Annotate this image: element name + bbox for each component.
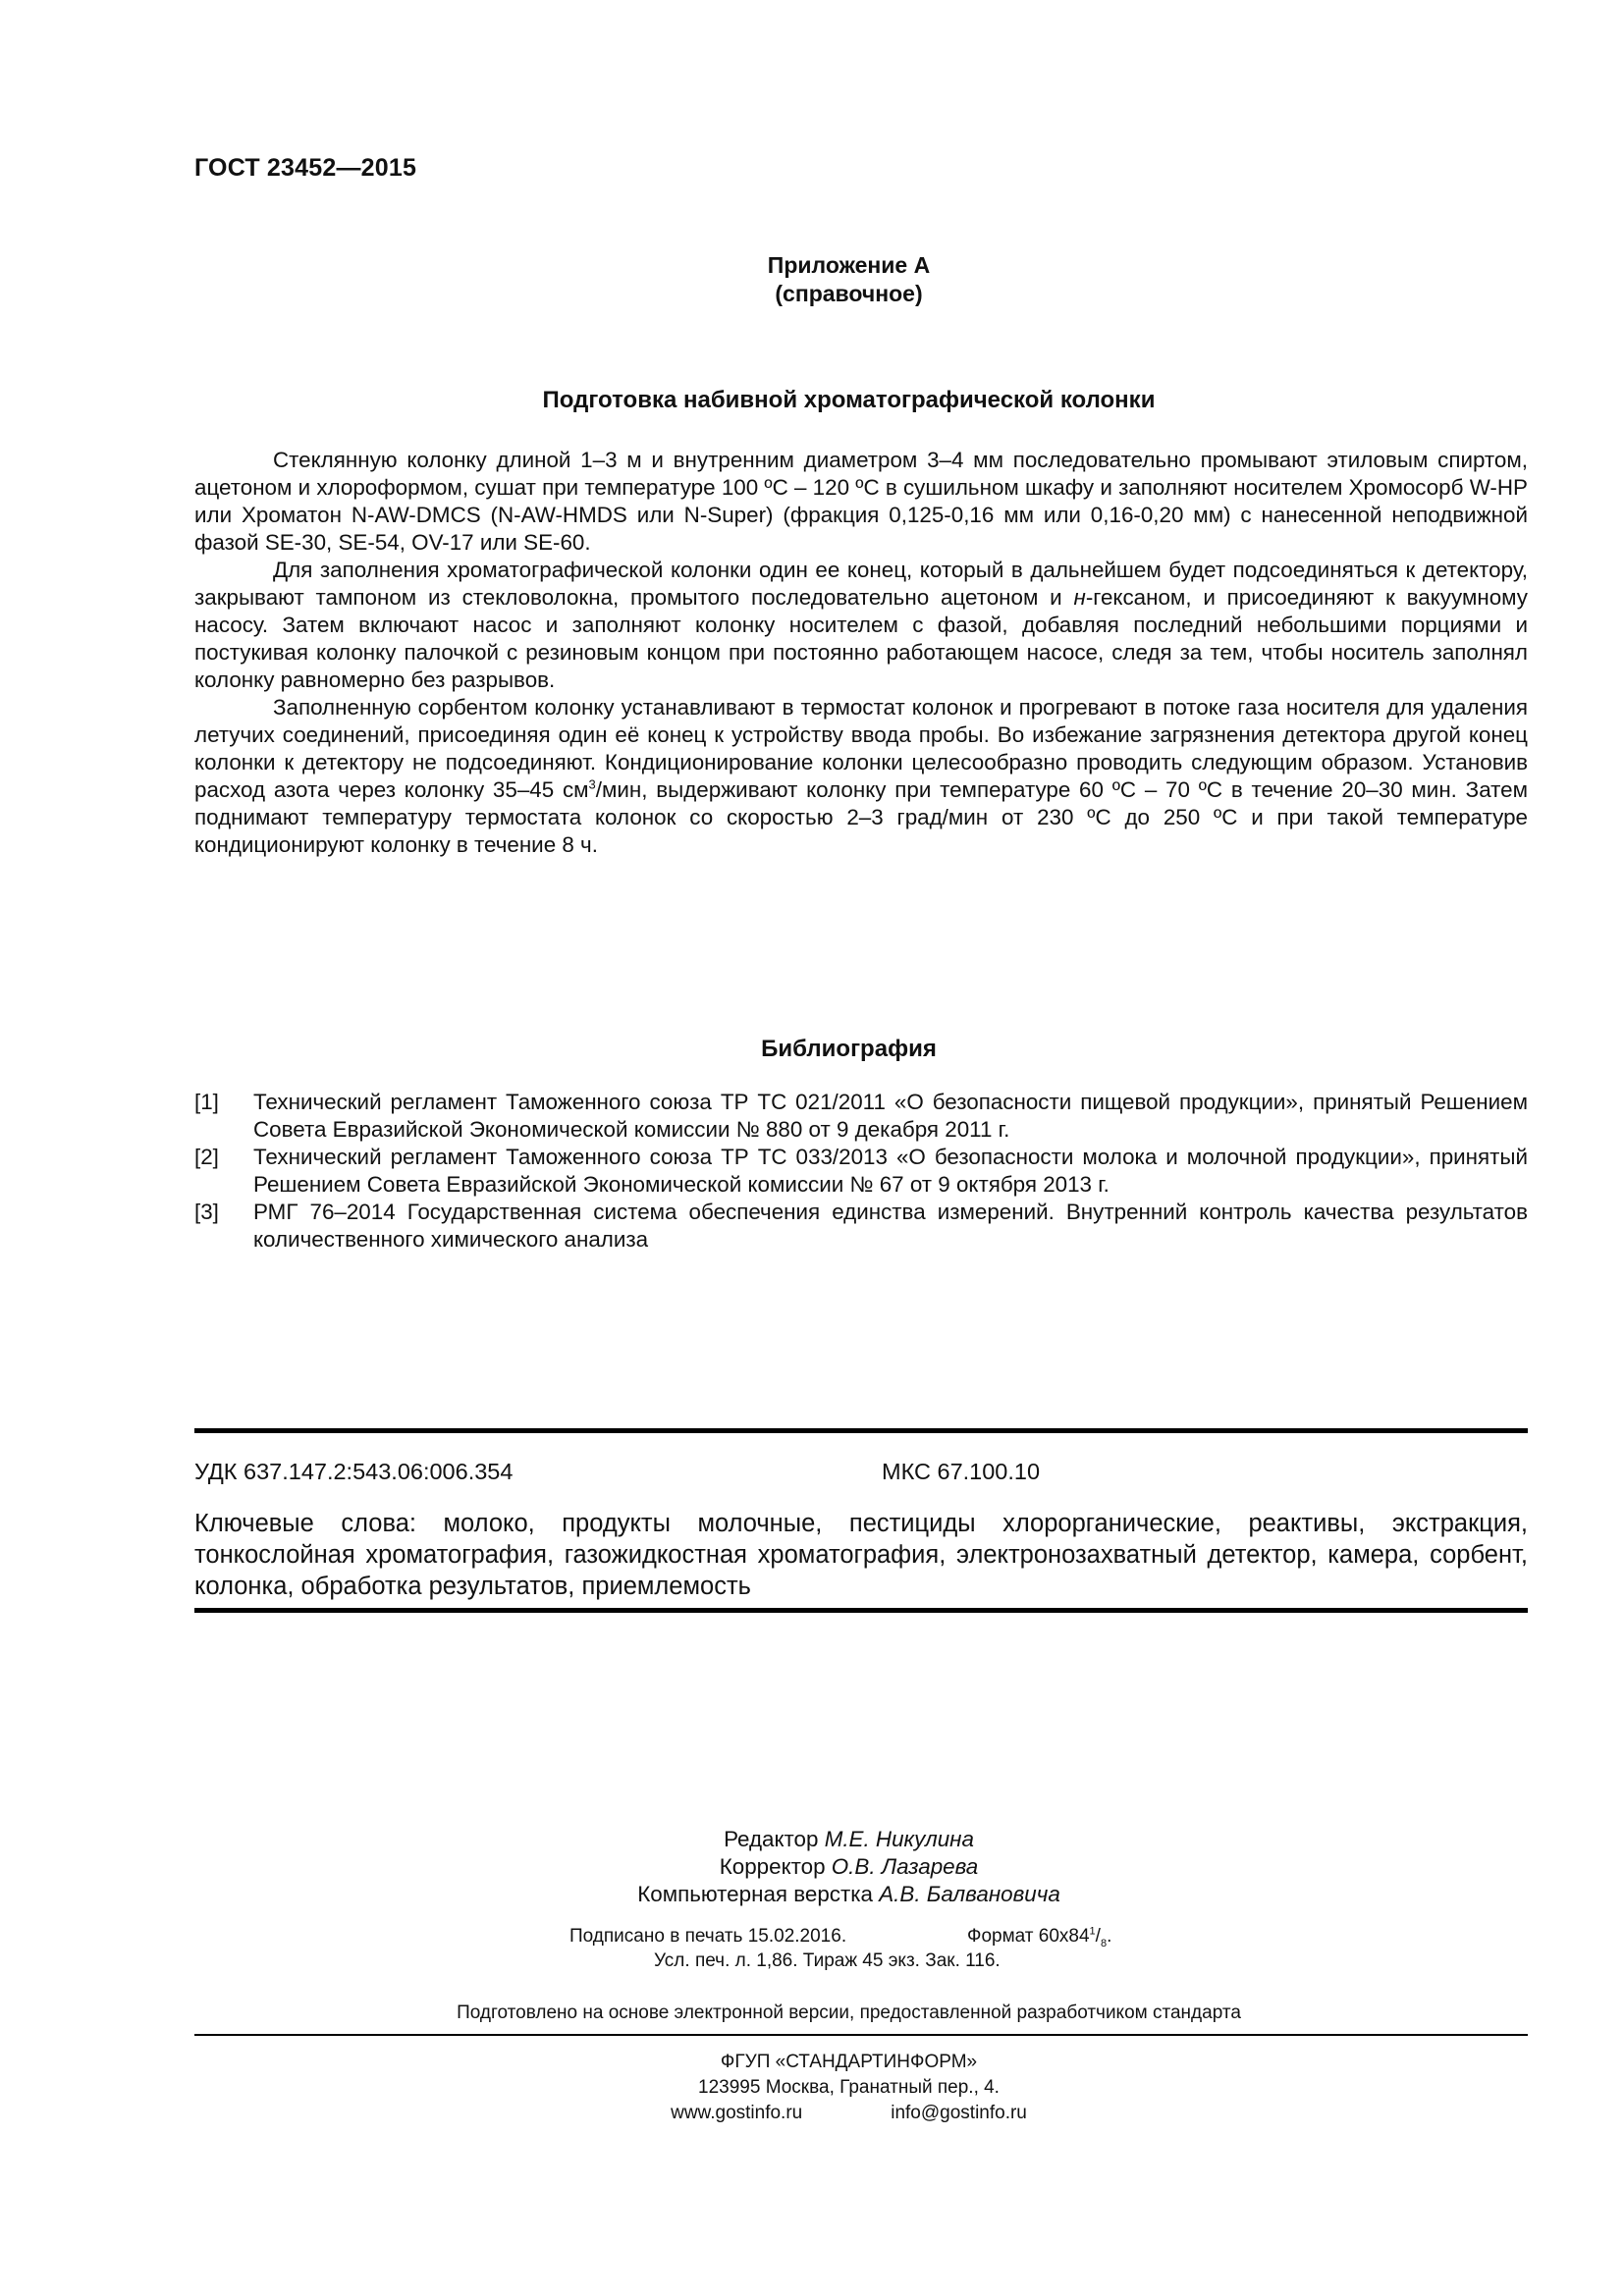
- section-title: Подготовка набивной хроматографической колонки: [542, 387, 1156, 413]
- print-details: Усл. печ. л. 1,86. Тираж 45 экз. Зак. 116.: [654, 1950, 1001, 1971]
- bibliography-text: Технический регламент Таможенного союза ТР ТС 021/2011 «О безопасности пищевой продукции», принятый Решением Совета Евразийской Экономической комиссии № 880 от 9 декабря 2011 г.: [253, 1090, 1528, 1142]
- publisher-address: 123995 Москва, Гранатный пер., 4.: [698, 2077, 1000, 2098]
- publisher-name: ФГУП «СТАНДАРТИНФОРМ»: [720, 2052, 978, 2072]
- paragraph-3: Заполненную сорбентом колонку устанавливают в термостат колонок и прогревают в потоке газа носителя для удаления летучих соединений, присоединяя один её конец к устройству ввода пробы. Во избежание загрязнения детектора другой конец колонки к детектору не подсоединяют. Кондиционирование колонки целесообразно проводить следующим образом. Установив расход азота через колонку 35–45 $см^3$/мин, выдерживают колонку при температуре 60 ºС – 70 ºС в течение 20–30 мин. Затем поднимают температуру термостата колонок со скоростью 2–3 град/мин от 230 ºС до 250 ºС и при такой температуре кондиционируют колонку в течение 8 ч.: [194, 695, 1528, 857]
- website-link[interactable]: www.gostinfo.ru: [671, 2103, 803, 2123]
- editor-line: Редактор М.Е. Никулина: [724, 1827, 974, 1851]
- bibliography-item: [194, 1199, 1528, 1254]
- udk-code: УДК 637.147.2:543.06:006.354: [194, 1459, 514, 1484]
- bibliography-number: [3]: [194, 1200, 219, 1224]
- prepared-note: Подготовлено на основе электронной версии, предоставленной разработчиком стандарта: [457, 2002, 1241, 2023]
- bibliography-title: Библиография: [761, 1036, 937, 1062]
- bibliography-number: [1]: [194, 1090, 219, 1114]
- email-link[interactable]: info@gostinfo.ru: [891, 2103, 1027, 2123]
- bibliography-number: [2]: [194, 1145, 219, 1169]
- layout-line: Компьютерная верстка А.В. Балвановича: [637, 1882, 1060, 1906]
- corrector-line: Корректор О.В. Лазарева: [719, 1854, 979, 1879]
- bibliography-item: [194, 1089, 1528, 1144]
- print-info: [569, 1924, 1316, 1973]
- footer-divider: [194, 2034, 1528, 2036]
- appendix-subtitle: (справочное): [775, 281, 923, 306]
- keywords: Ключевые слова: молоко, продукты молочные, пестициды хлорорганические, реактивы, экстракция, тонкослойная хроматография, газожидкостная хроматография, электронозахватный детектор, камера, сорбент, колонка, обработка результатов, приемлемость: [194, 1510, 1528, 1600]
- appendix-heading: [0, 251, 1624, 308]
- credits: [0, 1826, 1624, 1908]
- paragraph-2: Для заполнения хроматографической колонки один ее конец, который в дальнейшем будет подсоединяться к детектору, закрывают тампоном из стекловолокна, промытого последовательно ацетоном и н-гексаном, и присоединяют к вакуумному насосу. Затем включают насос и заполняют колонку носителем с фазой, добавляя последний небольшими порциями и постукивая колонку палочкой с резиновым концом при постоянно работающем насосе, следя за тем, чтобы носитель заполнял колонку равномерно без разрывов.: [194, 558, 1528, 692]
- appendix-title: Приложение А: [767, 252, 931, 278]
- mks-code: МКС 67.100.10: [882, 1459, 1041, 1484]
- top-divider: [194, 1428, 1528, 1433]
- paragraph-1: Стеклянную колонку длиной 1–3 м и внутренним диаметром 3–4 мм последовательно промывают этиловым спиртом, ацетоном и хлороформом, сушат при температуре 100 ºС – 120 ºС в сушильном шкафу и заполняют носителем Хромосорб W-HP или Хроматон N-AW-DMCS (N-AW-HMDS или N-Super) (фракция 0,125-0,16 мм или 0,16-0,20 мм) с нанесенной неподвижной фазой SE-30, SE-54, OV-17 или SE-60.: [194, 448, 1528, 555]
- bibliography-list: [194, 1089, 1528, 1254]
- bottom-divider: [194, 1608, 1528, 1613]
- publisher-block: [0, 2050, 1624, 2126]
- bibliography-text: Технический регламент Таможенного союза ТР ТС 033/2013 «О безопасности молока и молочной продукции», принятый Решением Совета Евразийской Экономической комиссии № 67 от 9 октября 2013 г.: [253, 1145, 1528, 1197]
- document-code: ГОСТ 23452—2015: [194, 154, 417, 182]
- section-body: [194, 447, 1528, 859]
- bibliography-item: [194, 1144, 1528, 1199]
- signed-date: Подписано в печать 15.02.2016.: [569, 1926, 847, 1947]
- print-format: Формат $60х84^1/_8$.: [967, 1925, 1112, 1949]
- bibliography-text: РМГ 76–2014 Государственная система обеспечения единства измерений. Внутренний контроль качества результатов количественного химического анализа: [253, 1200, 1528, 1252]
